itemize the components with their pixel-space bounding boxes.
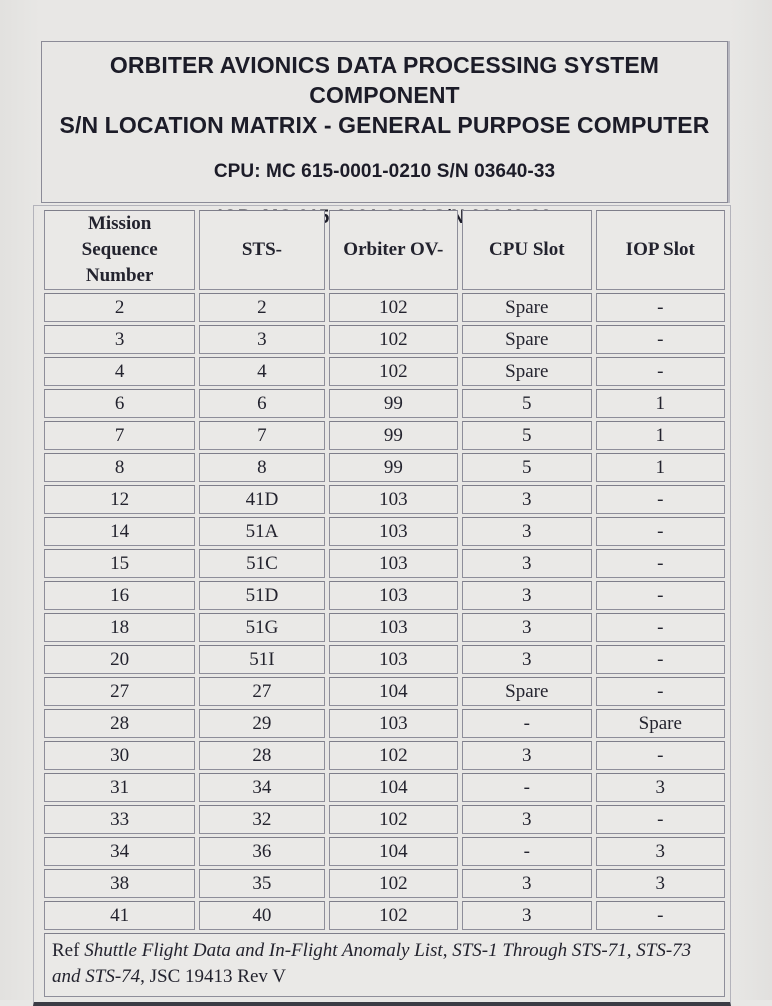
cell-iop-slot: - (596, 677, 725, 706)
cell-sts: 40 (199, 901, 324, 930)
cell-cpu-slot: 3 (462, 517, 591, 546)
cell-orbiter-ov: 104 (329, 773, 458, 802)
cell-sts: 3 (199, 325, 324, 354)
cell-cpu-slot: - (462, 773, 591, 802)
cell-cpu-slot: - (462, 837, 591, 866)
cell-mission-seq: 2 (44, 293, 195, 322)
table-row (44, 453, 725, 482)
cell-mission-seq: 8 (44, 453, 195, 482)
cell-cpu-slot: Spare (462, 293, 591, 322)
cell-mission-seq: 20 (44, 645, 195, 674)
table-row (44, 549, 725, 578)
cell-mission-seq: 4 (44, 357, 195, 386)
table-row (44, 517, 725, 546)
cell-mission-seq: 7 (44, 421, 195, 450)
cell-mission-seq: 3 (44, 325, 195, 354)
cell-sts: 41D (199, 485, 324, 514)
cell-orbiter-ov: 102 (329, 805, 458, 834)
sn-location-matrix-table (40, 207, 729, 1000)
header-cpu-slot: CPU Slot (462, 210, 591, 290)
cell-orbiter-ov: 102 (329, 325, 458, 354)
document-title (42, 50, 727, 140)
table-row (44, 581, 725, 610)
document-title-box (41, 41, 728, 203)
cell-mission-seq: 15 (44, 549, 195, 578)
table-row (44, 293, 725, 322)
cell-sts: 51A (199, 517, 324, 546)
cell-orbiter-ov: 99 (329, 421, 458, 450)
cell-orbiter-ov: 102 (329, 901, 458, 930)
header-row (44, 210, 725, 290)
cell-sts: 28 (199, 741, 324, 770)
title-line-1: ORBITER AVIONICS DATA PROCESSING SYSTEM COMPONENT (109, 52, 660, 108)
cell-iop-slot: 1 (596, 421, 725, 450)
cell-iop-slot: - (596, 325, 725, 354)
reference-suffix: , JSC 19413 Rev V (140, 966, 287, 987)
cell-orbiter-ov: 102 (329, 741, 458, 770)
table-row (44, 421, 725, 450)
cell-iop-slot: - (596, 581, 725, 610)
table-row (44, 709, 725, 738)
cell-sts: 51C (199, 549, 324, 578)
cell-mission-seq: 18 (44, 613, 195, 642)
table-row (44, 389, 725, 418)
cell-iop-slot: 3 (596, 837, 725, 866)
cell-iop-slot: 3 (596, 869, 725, 898)
cell-cpu-slot: 3 (462, 805, 591, 834)
cell-cpu-slot: - (462, 709, 591, 738)
cell-mission-seq: 27 (44, 677, 195, 706)
cell-cpu-slot: 3 (462, 901, 591, 930)
table-row (44, 869, 725, 898)
table-row (44, 325, 725, 354)
cell-orbiter-ov: 103 (329, 517, 458, 546)
cell-cpu-slot: 3 (462, 485, 591, 514)
cell-mission-seq: 12 (44, 485, 195, 514)
table-row (44, 645, 725, 674)
cell-cpu-slot: 3 (462, 741, 591, 770)
cell-orbiter-ov: 103 (329, 581, 458, 610)
cell-mission-seq: 30 (44, 741, 195, 770)
cell-cpu-slot: 3 (462, 645, 591, 674)
cell-cpu-slot: 3 (462, 549, 591, 578)
cell-iop-slot: - (596, 549, 725, 578)
cell-sts: 27 (199, 677, 324, 706)
table-row (44, 773, 725, 802)
table-row (44, 485, 725, 514)
cell-sts: 7 (199, 421, 324, 450)
cell-iop-slot: 1 (596, 453, 725, 482)
cell-sts: 2 (199, 293, 324, 322)
cell-orbiter-ov: 103 (329, 613, 458, 642)
cell-mission-seq: 38 (44, 869, 195, 898)
table-row (44, 837, 725, 866)
cell-cpu-slot: Spare (462, 357, 591, 386)
cell-orbiter-ov: 99 (329, 453, 458, 482)
cell-orbiter-ov: 103 (329, 549, 458, 578)
cell-mission-seq: 31 (44, 773, 195, 802)
header-sts: STS- (199, 210, 324, 290)
cell-cpu-slot: 3 (462, 613, 591, 642)
reference-sts-range: STS-1 Through STS-71, STS-73 and STS-74 (52, 940, 692, 987)
header-iop-slot: IOP Slot (596, 210, 725, 290)
cell-orbiter-ov: 99 (329, 389, 458, 418)
table-row (44, 677, 725, 706)
reference-title: Shuttle Flight Data and In-Flight Anomaly List (84, 940, 443, 961)
cell-iop-slot: - (596, 805, 725, 834)
cell-mission-seq: 28 (44, 709, 195, 738)
cell-iop-slot: 1 (596, 389, 725, 418)
cell-sts: 32 (199, 805, 324, 834)
cell-sts: 51D (199, 581, 324, 610)
cell-iop-slot: - (596, 517, 725, 546)
header-mission-seq: Mission Sequence Number (44, 210, 195, 290)
title-line-2: S/N LOCATION MATRIX - GENERAL PURPOSE COMPUTER (59, 112, 710, 138)
cell-mission-seq: 34 (44, 837, 195, 866)
cell-sts: 35 (199, 869, 324, 898)
cell-orbiter-ov: 102 (329, 357, 458, 386)
cell-iop-slot: - (596, 485, 725, 514)
cell-orbiter-ov: 102 (329, 869, 458, 898)
table-row (44, 901, 725, 930)
cell-cpu-slot: 5 (462, 389, 591, 418)
cell-mission-seq: 41 (44, 901, 195, 930)
reference-note (44, 933, 725, 997)
cell-sts: 36 (199, 837, 324, 866)
cpu-part-number: CPU: MC 615-0001-0210 S/N 03640-33 (213, 161, 556, 182)
cell-sts: 6 (199, 389, 324, 418)
cell-orbiter-ov: 103 (329, 485, 458, 514)
cell-iop-slot: - (596, 293, 725, 322)
table-row (44, 357, 725, 386)
table-row (44, 805, 725, 834)
cell-cpu-slot: Spare (462, 677, 591, 706)
cell-sts: 4 (199, 357, 324, 386)
cell-sts: 51I (199, 645, 324, 674)
cell-orbiter-ov: 104 (329, 677, 458, 706)
reference-prefix: Ref (52, 940, 85, 961)
sn-location-matrix-frame (33, 205, 731, 1006)
cell-orbiter-ov: 102 (329, 293, 458, 322)
cell-sts: 34 (199, 773, 324, 802)
cell-iop-slot: - (596, 357, 725, 386)
cell-iop-slot: - (596, 741, 725, 770)
cell-iop-slot: 3 (596, 773, 725, 802)
cell-mission-seq: 14 (44, 517, 195, 546)
cell-iop-slot: - (596, 901, 725, 930)
reference-row (44, 933, 725, 997)
cell-orbiter-ov: 103 (329, 709, 458, 738)
cell-mission-seq: 16 (44, 581, 195, 610)
cell-cpu-slot: 3 (462, 581, 591, 610)
cell-cpu-slot: 5 (462, 453, 591, 482)
cell-mission-seq: 6 (44, 389, 195, 418)
cell-iop-slot: - (596, 613, 725, 642)
cell-sts: 29 (199, 709, 324, 738)
table-row (44, 741, 725, 770)
cell-iop-slot: - (596, 645, 725, 674)
cell-cpu-slot: 5 (462, 421, 591, 450)
cell-iop-slot: Spare (596, 709, 725, 738)
cell-mission-seq: 33 (44, 805, 195, 834)
cell-orbiter-ov: 104 (329, 837, 458, 866)
header-orbiter-ov: Orbiter OV- (329, 210, 458, 290)
cell-cpu-slot: Spare (462, 325, 591, 354)
cell-orbiter-ov: 103 (329, 645, 458, 674)
cell-sts: 51G (199, 613, 324, 642)
matrix-body (44, 293, 725, 930)
cell-sts: 8 (199, 453, 324, 482)
cell-cpu-slot: 3 (462, 869, 591, 898)
reference-separator: , (442, 940, 453, 961)
table-row (44, 613, 725, 642)
